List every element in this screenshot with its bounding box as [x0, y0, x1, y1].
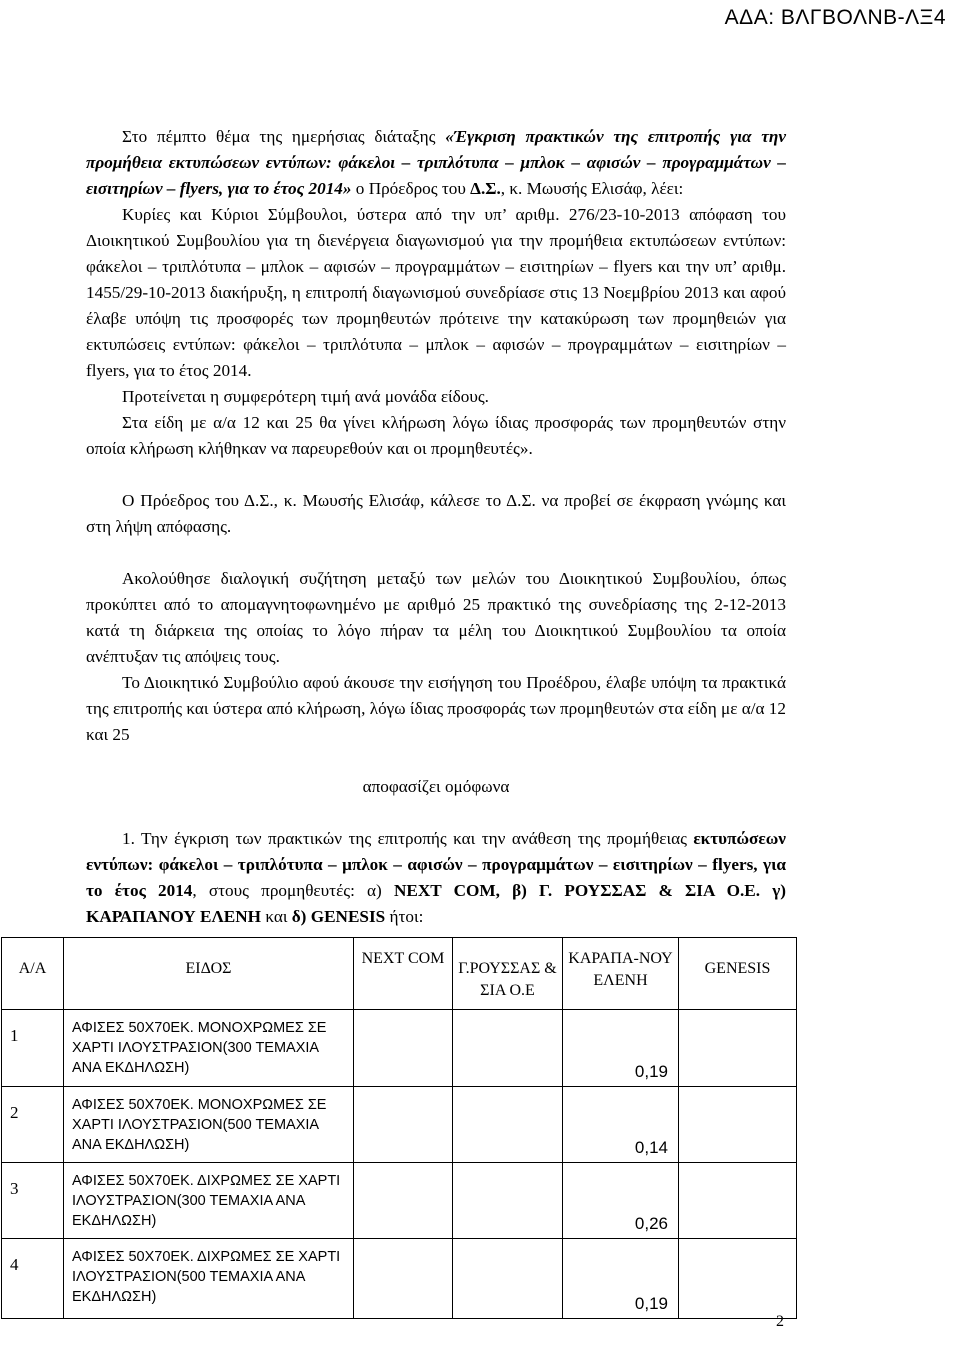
speech-paragraph-3: Στα είδη με α/α 12 και 25 θα γίνει κλήρωση λόγω ίδιας προσφοράς των προμηθευτών στην οποία κλήρωση κλήθηκαν να παρευρεθούν και οι προμηθευτές».: [86, 413, 786, 458]
document-body: [86, 124, 786, 930]
header-karapanou: ΚΑΡΑΠΑ-ΝΟΥ ΕΛΕΝΗ: [563, 938, 679, 1010]
table-row: 1 ΑΦΙΣΕΣ 50Χ70ΕΚ. ΜΟΝΟΧΡΩΜΕΣ ΣΕ ΧΑΡΤΙ ΙΛΟΥΣΤΡΑΣΙΟΝ(300 ΤΕΜΑΧΙΑ ΑΝΑ ΕΚΔΗΛΩΣΗ) 0,19: [2, 1010, 797, 1087]
table-header-row: [2, 938, 797, 1010]
header-genesis: GENESIS: [679, 938, 797, 1010]
speech-paragraph-2: Προτείνεται η συμφερότερη τιμή ανά μονάδα είδους.: [122, 387, 489, 406]
award-table: [1, 937, 797, 1319]
intro-paragraph: Στο πέμπτο θέμα της ημερήσιας διάταξης «Έγκριση πρακτικών της επιτροπής για την προμήθεια εκτυπώσεων εντύπων: φάκελοι – τριπλότυπα – μπλοκ – αφισών – προγραμμάτων – εισιτηρίων – flyers, για το έτος 2014» ο Πρόεδρος του Δ.Σ., κ. Μωυσής Ελισάφ, λέει:: [86, 127, 786, 198]
header-roussas: Γ.ΡΟΥΣΣΑΣ & ΣΙΑ Ο.Ε: [453, 938, 563, 1010]
header-next-com: NEXT COM: [354, 938, 453, 1010]
ada-code: ΑΔΑ: ΒΛΓΒΟΛΝΒ-ΛΞ4: [724, 6, 946, 29]
speech-paragraph-1: Κυρίες και Κύριοι Σύμβουλοι, ύστερα από την υπ’ αριθμ. 276/23-10-2013 απόφαση του Διοικητικού Συμβουλίου για τη διενέργεια διαγωνισμού για την προμήθεια εκτυπώσεων εντύπων: φάκελοι – τριπλότυπα – μπλοκ – αφισών – προγραμμάτων – εισιτηρίων – flyers και την υπ’ αριθμ. 1455/29-10-2013 διακήρυξη, η επιτροπή διαγωνισμού συνεδρίασε στις 13 Νοεμβρίου 2013 και αφού έλαβε υπόψη τις προσφορές των προμηθευτών πρότεινε την κατακύρωση των προμηθειών για εκτυπώσεις εντύπων: φάκελοι – τριπλότυπα – μπλοκ – αφισών – προγραμμάτων – εισιτηρίων – flyers, για το έτος 2014.: [86, 205, 786, 380]
discussion-paragraph-1: Ακολούθησε διαλογική συζήτηση μεταξύ των μελών του Διοικητικού Συμβουλίου, όπως προκύπτει από το απομαγνητοφωνημένο με αριθμό 25 πρακτικό της συνεδρίασης της 2-12-2013 κατά τη διάρκεια της οποίας το λόγο πήραν τα μέλη του Διοικητικού Συμβουλίου τα οποία ανέπτυξαν τις απόψεις τους.: [86, 569, 786, 666]
page-number: 2: [776, 1313, 784, 1330]
header-item: ΕΙΔΟΣ: [64, 938, 354, 1010]
table-row: 4 ΑΦΙΣΕΣ 50Χ70ΕΚ. ΔΙΧΡΩΜΕΣ ΣΕ ΧΑΡΤΙ ΙΛΟΥΣΤΡΑΣΙΟΝ(500 ΤΕΜΑΧΙΑ ΑΝΑ ΕΚΔΗΛΩΣΗ) 0,19: [2, 1239, 797, 1319]
decision-paragraph-1: 1. Την έγκριση των πρακτικών της επιτροπής και την ανάθεση της προμήθειας εκτυπώσεων εντύπων: φάκελοι – τριπλότυπα – μπλοκ – αφισών – προγραμμάτων – εισιτηρίων – flyers, για το έτος 2014, στους προμηθευτές: α) NEXT COM, β) Γ. ΡΟΥΣΣΑΣ & ΣΙΑ Ο.Ε. γ) ΚΑΡΑΠΑΝΟΥ ΕΛΕΝΗ και δ) GENESIS ήτοι:: [86, 829, 786, 926]
header-aa: Α/Α: [2, 938, 64, 1010]
table-row: 2 ΑΦΙΣΕΣ 50Χ70ΕΚ. ΜΟΝΟΧΡΩΜΕΣ ΣΕ ΧΑΡΤΙ ΙΛΟΥΣΤΡΑΣΙΟΝ(500 ΤΕΜΑΧΙΑ ΑΝΑ ΕΚΔΗΛΩΣΗ) 0,14: [2, 1087, 797, 1163]
table-row: 3 ΑΦΙΣΕΣ 50Χ70ΕΚ. ΔΙΧΡΩΜΕΣ ΣΕ ΧΑΡΤΙ ΙΛΟΥΣΤΡΑΣΙΟΝ(300 ΤΕΜΑΧΙΑ ΑΝΑ ΕΚΔΗΛΩΣΗ) 0,26: [2, 1163, 797, 1239]
decides-heading: αποφασίζει ομόφωνα: [362, 777, 510, 796]
discussion-paragraph-2: Το Διοικητικό Συμβούλιο αφού άκουσε την εισήγηση του Προέδρου, έλαβε υπόψη τα πρακτικά της επιτροπής και ύστερα από κλήρωση, λόγω ίδιας προσφοράς των προμηθευτών στα είδη με α/α 12 και 25: [86, 673, 786, 744]
call-vote-paragraph: Ο Πρόεδρος του Δ.Σ., κ. Μωυσής Ελισάφ, κάλεσε το Δ.Σ. να προβεί σε έκφραση γνώμης και στη λήψη απόφασης.: [86, 491, 786, 536]
